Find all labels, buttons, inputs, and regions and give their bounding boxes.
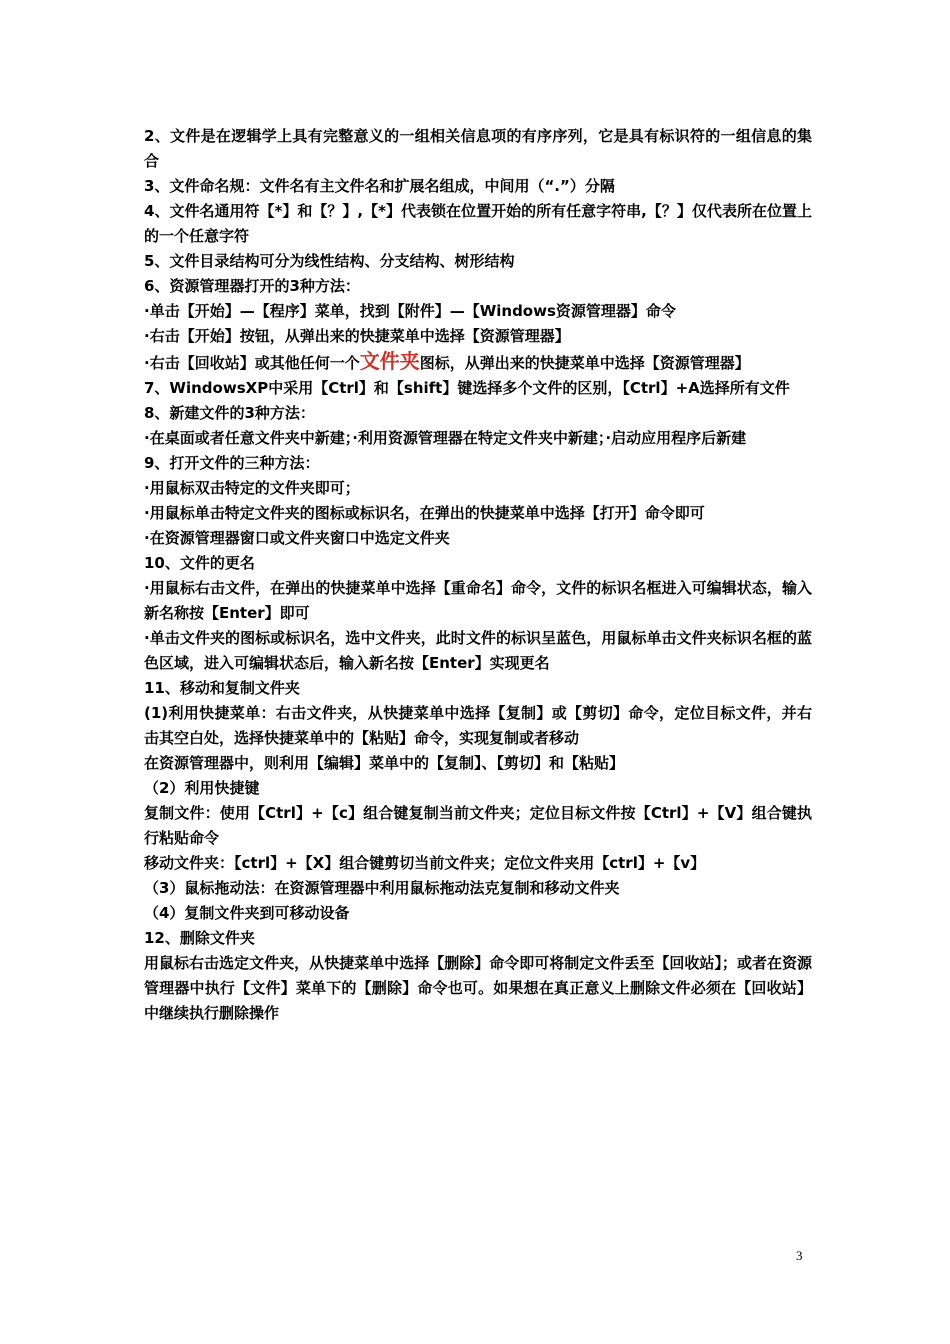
paragraph-11-item-3: （3）鼠标拖动法：在资源管理器中利用鼠标拖动法克复制和移动文件夹 [144,879,620,897]
paragraph-11-item-2: （2）利用快捷键 [144,779,260,797]
paragraph-11-item-4: （4）复制文件夹到可移动设备 [144,904,350,922]
highlight-folder-text: 文件夹 [359,349,420,373]
paragraph-7: 7、WindowsXP中采用【Ctrl】和【shift】键选择多个文件的区别，【Ctrl】+A选择所有文件 [144,379,790,397]
paragraph-12: 12、删除文件夹 [144,929,255,947]
paragraph-3: 3、文件命名规：文件名有主文件名和扩展名组成，中间用（“.”）分隔 [144,177,615,195]
paragraph-5: 5、文件目录结构可分为线性结构、分支结构、树形结构 [144,252,515,270]
method-3-pre: ·右击【回收站】或其他任何一个 [144,354,360,372]
paragraph-12-body: 用鼠标右击选定文件夹，从快捷菜单中选择【删除】命令即可将制定文件丢至【回收站】；或者在资源管理器中执行【文件】菜单下的【删除】命令也可。如果想在真正意义上删除文件必须在【回收站】中继续执行删除操作 [144,954,812,1022]
paragraph-10-method-2: ·单击文件夹的图标或标识名，选中文件夹，此时文件的标识呈蓝色，用鼠标单击文件夹标识名框的蓝色区域，进入可编辑状态后，输入新名按【Enter】实现更名 [144,629,812,672]
paragraph-9-method-3: ·在资源管理器窗口或文件夹窗口中选定文件夹 [144,529,450,547]
paragraph-8-methods: ·在桌面或者任意文件夹中新建；·利用资源管理器在特定文件夹中新建；·启动应用程序后新建 [144,429,747,447]
paragraph-2: 2、文件是在逻辑学上具有完整意义的一组相关信息项的有序序列，它是具有标识符的一组信息的集合 [144,127,812,170]
paragraph-6-method-3 [144,349,812,376]
paragraph-11: 11、移动和复制文件夹 [144,679,300,697]
paragraph-6: 6、资源管理器打开的3种方法： [144,277,360,295]
paragraph-11-item-1-note: 在资源管理器中，则利用【编辑】菜单中的【复制】、【剪切】和【粘贴】 [144,754,625,772]
paragraph-11-copy: 复制文件：使用【Ctrl】+【c】组合键复制当前文件夹；定位目标文件按【Ctrl】+【V】组合键执行粘贴命令 [144,804,812,847]
paragraph-11-move: 移动文件夹：【ctrl】+【X】组合键剪切当前文件夹；定位文件夹用【ctrl】+【v】 [144,854,706,872]
paragraph-4: 4、文件名通用符【*】和【？】,【*】代表锁在位置开始的所有任意字符串,【？】仅代表所在位置上的一个任意字符 [144,202,812,245]
page-number: 3 [796,1248,803,1263]
paragraph-10-method-1: ·用鼠标右击文件，在弹出的快捷菜单中选择【重命名】命令，文件的标识名框进入可编辑状态，输入新名称按【Enter】即可 [144,579,812,622]
paragraph-9-method-2: ·用鼠标单击特定文件夹的图标或标识名，在弹出的快捷菜单中选择【打开】命令即可 [144,504,705,522]
method-3-post: 图标，从弹出来的快捷菜单中选择【资源管理器】 [419,354,750,372]
paragraph-6-method-1: ·单击【开始】—【程序】菜单，找到【附件】—【Windows资源管理器】命令 [144,302,676,320]
paragraph-11-item-1: (1)利用快捷菜单：右击文件夹，从快捷菜单中选择【复制】或【剪切】命令，定位目标文件，并右击其空白处，选择快捷菜单中的【粘贴】命令，实现复制或者移动 [144,704,812,747]
paragraph-9-method-1: ·用鼠标双击特定的文件夹即可； [144,479,360,497]
document-body [144,124,812,1026]
paragraph-10: 10、文件的更名 [144,554,255,572]
paragraph-8: 8、新建文件的3种方法： [144,404,315,422]
paragraph-6-method-2: ·右击【开始】按钮，从弹出来的快捷菜单中选择【资源管理器】 [144,327,570,345]
paragraph-9: 9、打开文件的三种方法： [144,454,320,472]
